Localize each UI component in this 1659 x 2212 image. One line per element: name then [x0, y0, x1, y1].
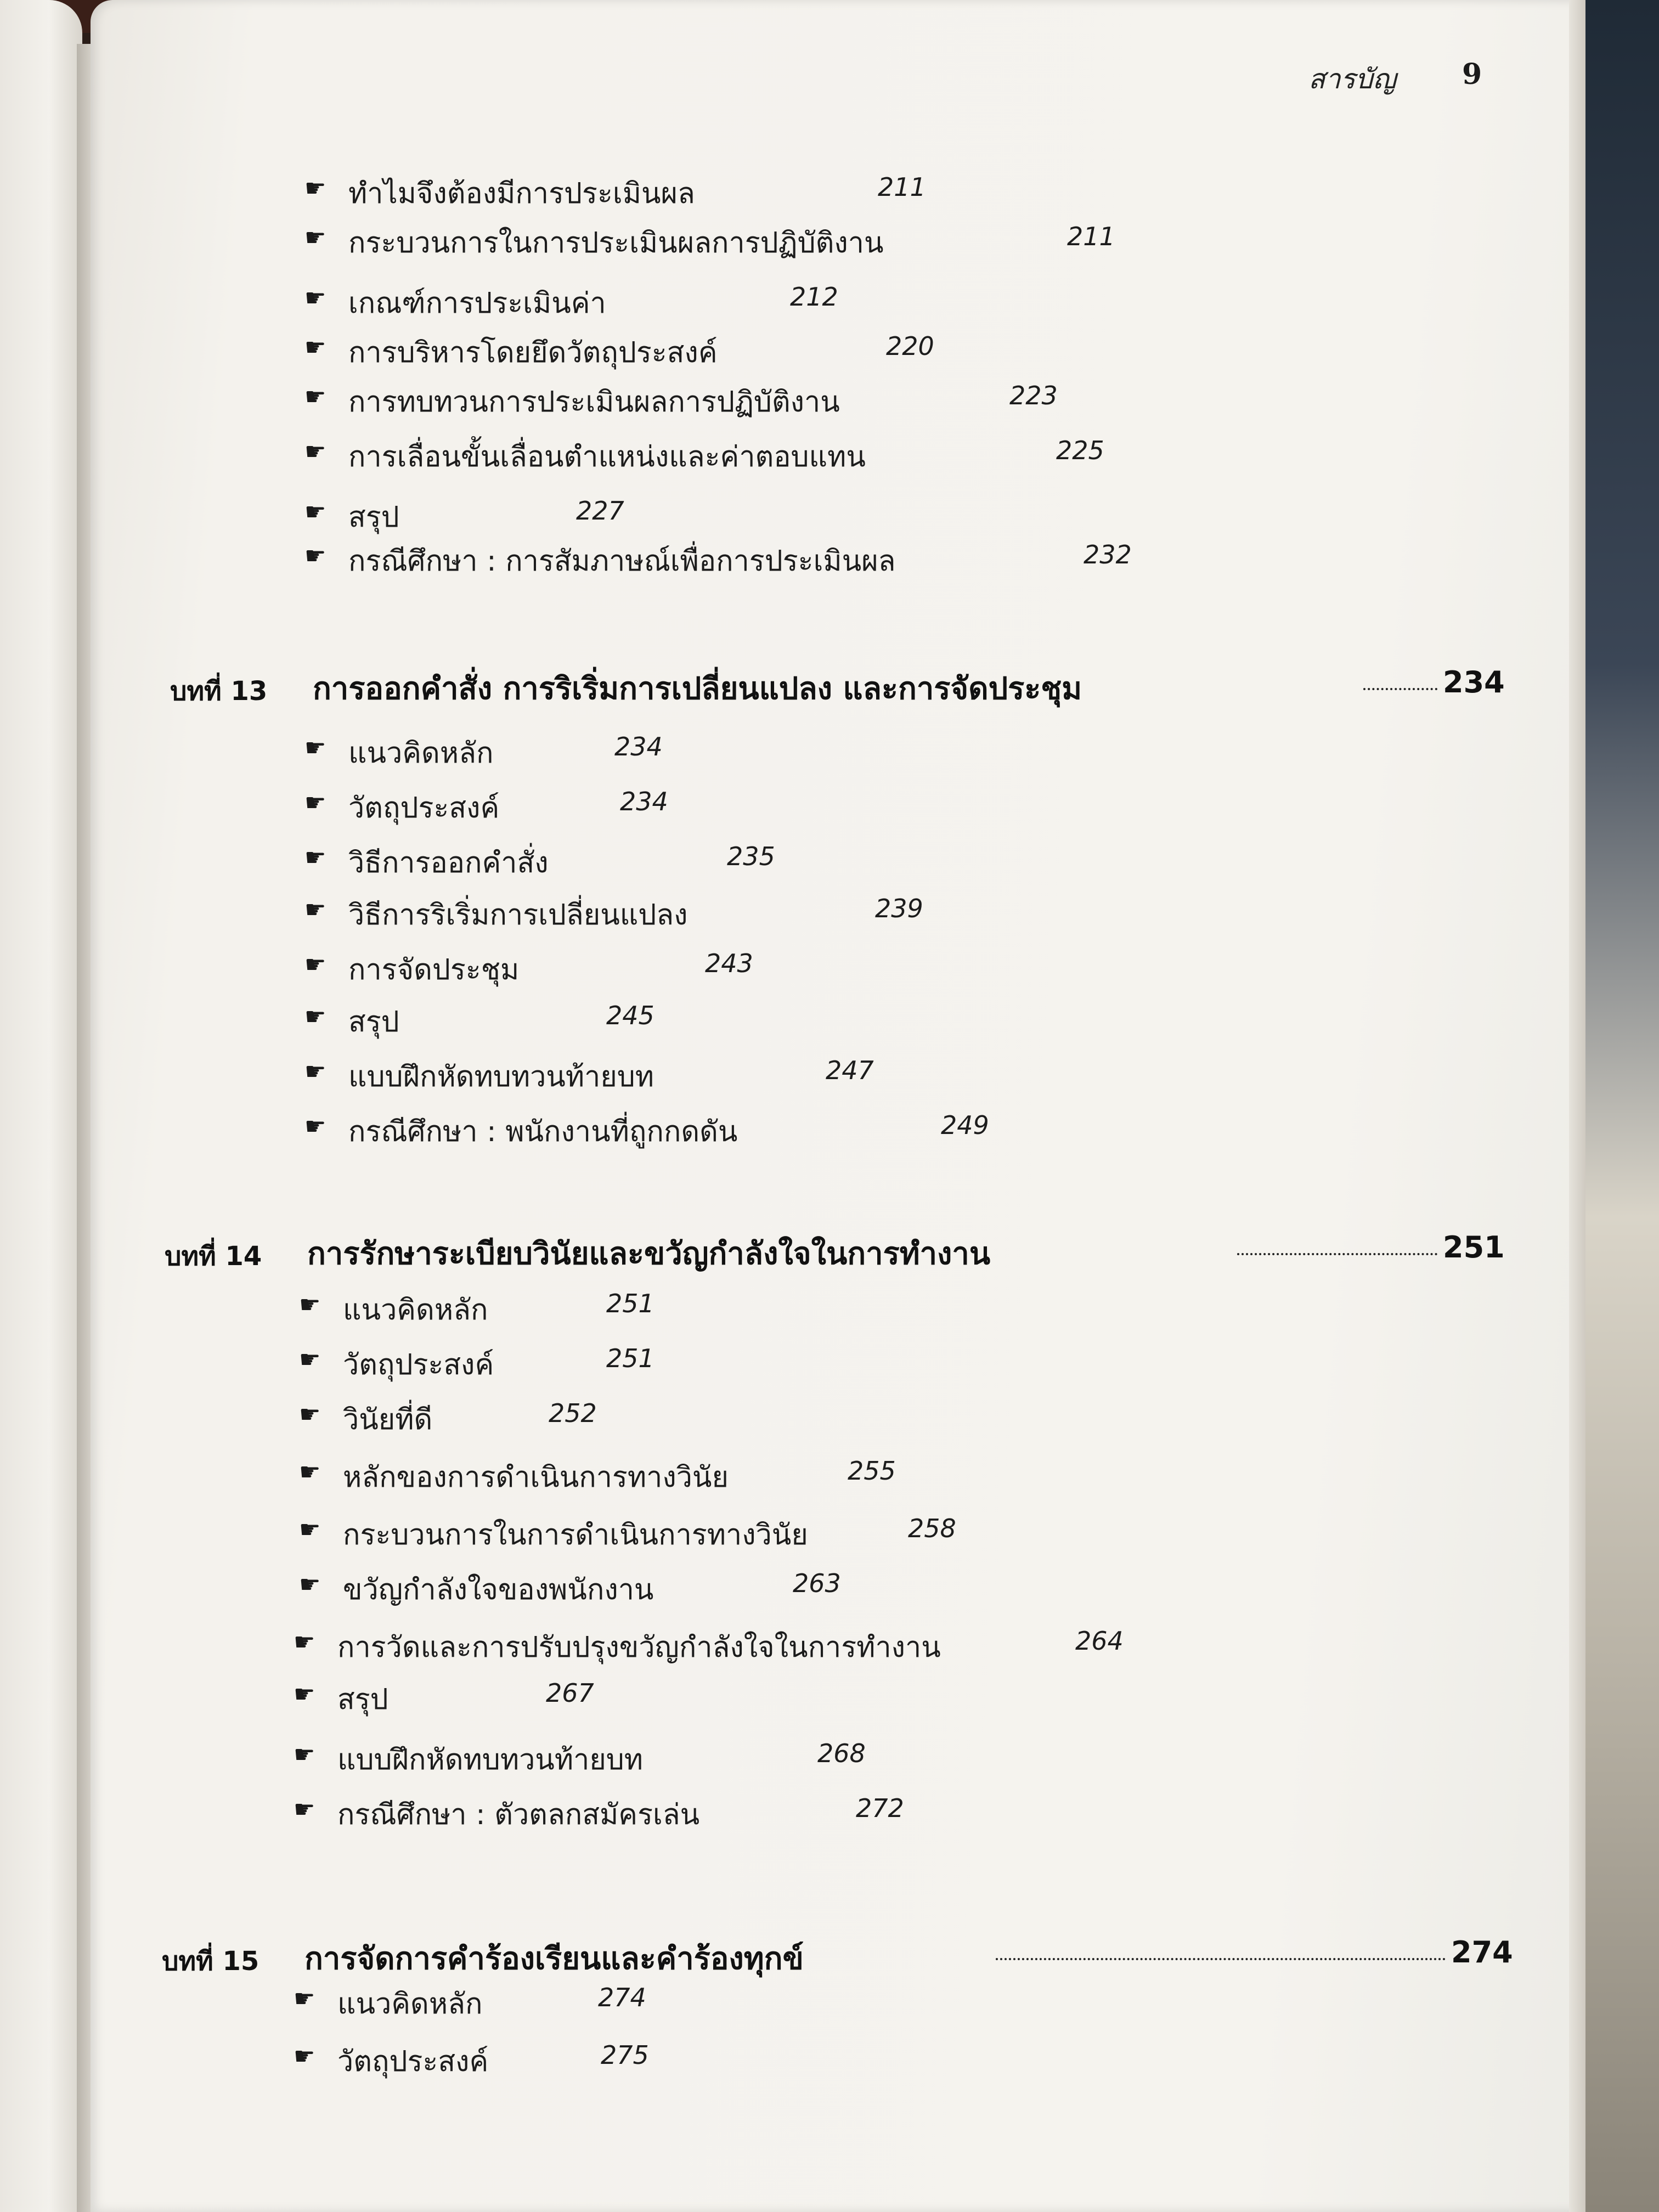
- chapter-page: 251: [1443, 1230, 1505, 1265]
- toc-item-page: 274: [598, 1983, 646, 2012]
- toc-item-label: การวัดและการปรับปรุงขวัญกำลังใจในการทำงาน: [337, 1631, 941, 1664]
- pointing-hand-icon: ☛: [294, 1796, 315, 1824]
- toc-item: [304, 280, 1292, 318]
- chapter-heading: [162, 1934, 1522, 1978]
- toc-item-label: สรุป: [337, 1683, 388, 1716]
- toc-item-label: การเลื่อนขั้นเลื่อนตำแหน่งและค่าตอบแทน: [348, 441, 866, 473]
- toc-item-label: การจัดประชุม: [348, 953, 520, 986]
- chapter-title: การออกคำสั่ง การริเริ่มการเปลี่ยนแปลง และการจัดประชุม: [313, 671, 1082, 707]
- toc-item-label: แนวคิดหลัก: [337, 1988, 483, 2021]
- toc-item-label: วัตถุประสงค์: [343, 1348, 494, 1381]
- toc-item: [299, 1396, 1286, 1435]
- toc-item-label: วิธีการริเริ่มการเปลี่ยนแปลง: [348, 899, 688, 932]
- book-page: [91, 0, 1583, 2212]
- toc-item-label: การทบทวนการประเมินผลการปฏิบัติงาน: [348, 386, 840, 419]
- toc-item-page: 267: [546, 1678, 594, 1708]
- toc-item-page: 243: [705, 949, 753, 978]
- chapter-page: 234: [1443, 665, 1505, 699]
- chapter-title: การจัดการคำร้องเรียนและคำร้องทุกข์: [304, 1941, 804, 1977]
- toc-item: [299, 1454, 1286, 1492]
- pointing-hand-icon: ☛: [299, 1571, 321, 1599]
- page-header: [1308, 58, 1539, 101]
- toc-item: [304, 494, 1292, 532]
- toc-item-page: 249: [941, 1110, 989, 1140]
- toc-item: [299, 1341, 1286, 1380]
- toc-item-page: 264: [1075, 1626, 1124, 1656]
- toc-item-page: 245: [606, 1001, 654, 1030]
- pointing-hand-icon: ☛: [304, 896, 326, 924]
- toc-item-page: 232: [1084, 540, 1132, 569]
- toc-item-page: 212: [790, 282, 838, 312]
- toc-item-page: 247: [826, 1056, 874, 1085]
- toc-item-label: วัตถุประสงค์: [337, 2045, 489, 2078]
- toc-item: [299, 1566, 1286, 1605]
- pointing-hand-icon: ☛: [304, 734, 326, 762]
- toc-item: [304, 170, 1292, 208]
- pointing-hand-icon: ☛: [299, 1401, 321, 1429]
- toc-item: [304, 730, 1292, 768]
- toc-item: [304, 891, 1292, 930]
- toc-item-label: ทำไมจึงต้องมีการประเมินผล: [348, 177, 695, 210]
- toc-item: [304, 329, 1292, 368]
- toc-item-page: 263: [793, 1568, 841, 1598]
- toc-item-label: หลักของการดำเนินการทางวินัย: [343, 1461, 729, 1494]
- chapter-page: 274: [1451, 1935, 1513, 1970]
- pointing-hand-icon: ☛: [304, 1113, 326, 1141]
- chapter-number: บทที่ 15: [162, 1946, 259, 1977]
- pointing-hand-icon: ☛: [299, 1458, 321, 1486]
- toc-item-page: 220: [886, 331, 934, 361]
- toc-item-label: สรุป: [348, 1006, 399, 1039]
- chapter-heading: [165, 1229, 1514, 1273]
- toc-item: [294, 1980, 1281, 2019]
- pointing-hand-icon: ☛: [299, 1516, 321, 1544]
- pointing-hand-icon: ☛: [304, 438, 326, 466]
- pointing-hand-icon: ☛: [299, 1291, 321, 1319]
- toc-item-page: 252: [549, 1398, 597, 1428]
- toc-item: [304, 433, 1292, 472]
- pointing-hand-icon: ☛: [304, 284, 326, 312]
- toc-item-page: 251: [606, 1344, 654, 1373]
- toc-item-label: กระบวนการในการดำเนินการทางวินัย: [343, 1519, 808, 1551]
- pointing-hand-icon: ☛: [304, 174, 326, 202]
- leader-dots: [1363, 684, 1437, 690]
- toc-item-label: แบบฝึกหัดทบทวนท้ายบท: [337, 1743, 644, 1776]
- chapter-title: การรักษาระเบียบวินัยและขวัญกำลังใจในการทำงาน: [307, 1236, 991, 1272]
- toc-item: [294, 1624, 1281, 1662]
- pointing-hand-icon: ☛: [304, 498, 326, 526]
- pointing-hand-icon: ☛: [304, 542, 326, 570]
- toc-item: [294, 1791, 1281, 1830]
- toc-item-label: การบริหารโดยยึดวัตถุประสงค์: [348, 336, 718, 369]
- pointing-hand-icon: ☛: [294, 2042, 315, 2070]
- toc-item-label: แนวคิดหลัก: [343, 1294, 488, 1327]
- toc-item: [299, 1511, 1286, 1550]
- toc-item-page: 227: [576, 496, 624, 526]
- pointing-hand-icon: ☛: [304, 334, 326, 362]
- pointing-hand-icon: ☛: [304, 224, 326, 252]
- toc-item-page: 234: [614, 732, 663, 761]
- toc-item: [304, 839, 1292, 878]
- toc-item-page: 275: [601, 2040, 649, 2070]
- toc-item-page: 235: [727, 842, 775, 871]
- chapter-heading: [170, 664, 1509, 708]
- toc-item-page: 258: [908, 1514, 956, 1543]
- pointing-hand-icon: ☛: [304, 844, 326, 872]
- toc-item-page: 225: [1056, 436, 1104, 465]
- toc-item-label: วิธีการออกคำสั่ง: [348, 847, 549, 879]
- toc-item-page: 211: [1067, 222, 1115, 251]
- leader-dots: [1237, 1249, 1437, 1255]
- toc-item: [304, 379, 1292, 417]
- toc-item-label: กรณีศึกษา : การสัมภาษณ์เพื่อการประเมินผล: [348, 545, 896, 578]
- toc-item: [304, 219, 1292, 258]
- chapter-number: บทที่ 13: [170, 676, 268, 707]
- toc-item-page: 251: [606, 1289, 654, 1318]
- pointing-hand-icon: ☛: [294, 1741, 315, 1769]
- background-right: [1580, 0, 1659, 2212]
- pointing-hand-icon: ☛: [299, 1346, 321, 1374]
- toc-item-page: 239: [875, 894, 923, 923]
- toc-item-page: 223: [1009, 381, 1058, 410]
- pointing-hand-icon: ☛: [294, 1628, 315, 1656]
- pointing-hand-icon: ☛: [304, 951, 326, 979]
- toc-item: [304, 946, 1292, 985]
- toc-item-label: กระบวนการในการประเมินผลการปฏิบัติงาน: [348, 227, 884, 259]
- leader-dots: [996, 1954, 1446, 1960]
- pointing-hand-icon: ☛: [304, 1003, 326, 1031]
- chapter-number: บทที่ 14: [165, 1241, 262, 1272]
- toc-item-page: 268: [817, 1739, 866, 1768]
- toc-item-label: ขวัญกำลังใจของพนักงาน: [343, 1573, 654, 1606]
- toc-item-label: เกณฑ์การประเมินค่า: [348, 287, 606, 320]
- toc-item: [299, 1286, 1286, 1325]
- toc-item-label: แนวคิดหลัก: [348, 737, 494, 770]
- page-edge: [1569, 0, 1585, 2212]
- toc-item: [304, 1108, 1292, 1147]
- page-title: สารบัญ: [1308, 63, 1396, 95]
- toc-item-page: 234: [620, 787, 668, 816]
- toc-item-label: วินัยที่ดี: [343, 1403, 433, 1436]
- toc-item-page: 211: [878, 172, 926, 202]
- pointing-hand-icon: ☛: [304, 383, 326, 411]
- toc-item-page: 272: [856, 1793, 904, 1823]
- pointing-hand-icon: ☛: [304, 1058, 326, 1086]
- toc-item-label: กรณีศึกษา : ตัวตลกสมัครเล่น: [337, 1798, 700, 1831]
- toc-item: [304, 1053, 1292, 1092]
- toc-item: [304, 785, 1292, 823]
- toc-item: [294, 1736, 1281, 1775]
- toc-item: [304, 538, 1292, 576]
- toc-item-page: 255: [848, 1456, 896, 1486]
- pointing-hand-icon: ☛: [294, 1985, 315, 2013]
- pointing-hand-icon: ☛: [304, 789, 326, 817]
- toc-item: [294, 1676, 1281, 1714]
- toc-item-label: สรุป: [348, 501, 399, 534]
- page-number: 9: [1462, 58, 1482, 91]
- toc-item: [304, 998, 1292, 1037]
- toc-item-label: วัตถุประสงค์: [348, 792, 500, 825]
- toc-item-label: แบบฝึกหัดทบทวนท้ายบท: [348, 1060, 654, 1093]
- left-page-edge: [0, 0, 82, 2212]
- pointing-hand-icon: ☛: [294, 1680, 315, 1708]
- toc-item-label: กรณีศึกษา : พนักงานที่ถูกกดดัน: [348, 1115, 738, 1148]
- toc-item: [294, 2038, 1281, 2076]
